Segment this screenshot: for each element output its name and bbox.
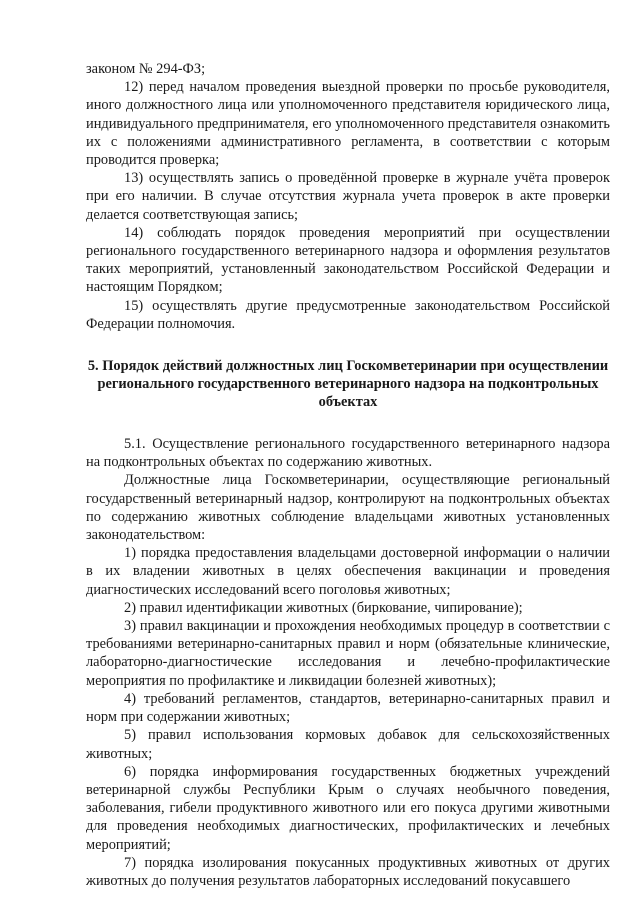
- paragraph-control-item-7: 7) порядка изолирования покусанных продуктивных животных от других животных до получения результатов лабораторных исследований покусавшего: [86, 854, 610, 889]
- paragraph-law-reference: законом № 294-ФЗ;: [86, 61, 206, 77]
- paragraph-officials-control: Должностные лица Госкомветеринарии, осуществляющие региональный государственный ветеринарный надзор, контролируют на подконтрольных объектах по содержанию животных соблюдение владельцами животных установленных законодательством:: [86, 472, 610, 544]
- paragraph-control-item-2: 2) правил идентификации животных (биркование, чипирование);: [124, 599, 523, 616]
- paragraph-control-item-6: 6) порядка информирования государственных бюджетных учреждений ветеринарной службы Республики Крым о случаях необычного поведения, заболевания, гибели продуктивного животного или его покуса другими животными для проведения необходимых диагностических, профилактических и лечебных мероприятий;: [86, 763, 610, 853]
- paragraph-control-item-4: 4) требований регламентов, стандартов, ветеринарно-санитарных правил и норм при содержании животных;: [86, 690, 610, 726]
- section-5-heading: 5. Порядок действий должностных лиц Госкомветеринарии при осуществлении регионального государственного ветеринарного надзора на подконтрольных объектах: [87, 358, 609, 411]
- paragraph-item-13: 13) осуществлять запись о проведённой проверке в журнале учёта проверок при его наличии. В случае отсутствия журнала учета проверок в акте проверки делается соответствующая запись;: [86, 170, 610, 223]
- paragraph-item-14: 14) соблюдать порядок проведения мероприятий при осуществлении регионального государственного ветеринарного надзора и оформления результатов таких мероприятий, установленный законодательством Российской Федерации и настоящим Порядком;: [86, 224, 610, 296]
- paragraph-control-item-3: 3) правил вакцинации и прохождения необходимых процедур в соответствии с требованиями ветеринарно-санитарных правил и норм (обязательные клинические, лабораторно-диагностические исследования и лечебно-профилактические мероприятия по профилактике и ликвидации болезней животных);: [86, 618, 610, 689]
- paragraph-control-item-1: 1) порядка предоставления владельцами достоверной информации о наличии в их владении животных в целях обеспечения вакцинации и проведения диагностических исследований всего поголовья животных;: [86, 545, 610, 598]
- document-page: [86, 60, 610, 890]
- paragraph-5-1: 5.1. Осуществление регионального государственного ветеринарного надзора на подконтрольных объектах по содержанию животных.: [86, 436, 610, 471]
- paragraph-item-12: 12) перед началом проведения выездной проверки по просьбе руководителя, иного должностного лица или уполномоченного представителя юридического лица, индивидуального предпринимателя, его уполномоченного представителя ознакомить их с положениями административного регламента, в соответствии с которым проводится проверка;: [86, 79, 610, 169]
- paragraph-control-item-5: 5) правил использования кормовых добавок для сельскохозяйственных животных;: [86, 727, 610, 762]
- paragraph-item-15: 15) осуществлять другие предусмотренные законодательством Российской Федерации полномочия.: [86, 297, 610, 332]
